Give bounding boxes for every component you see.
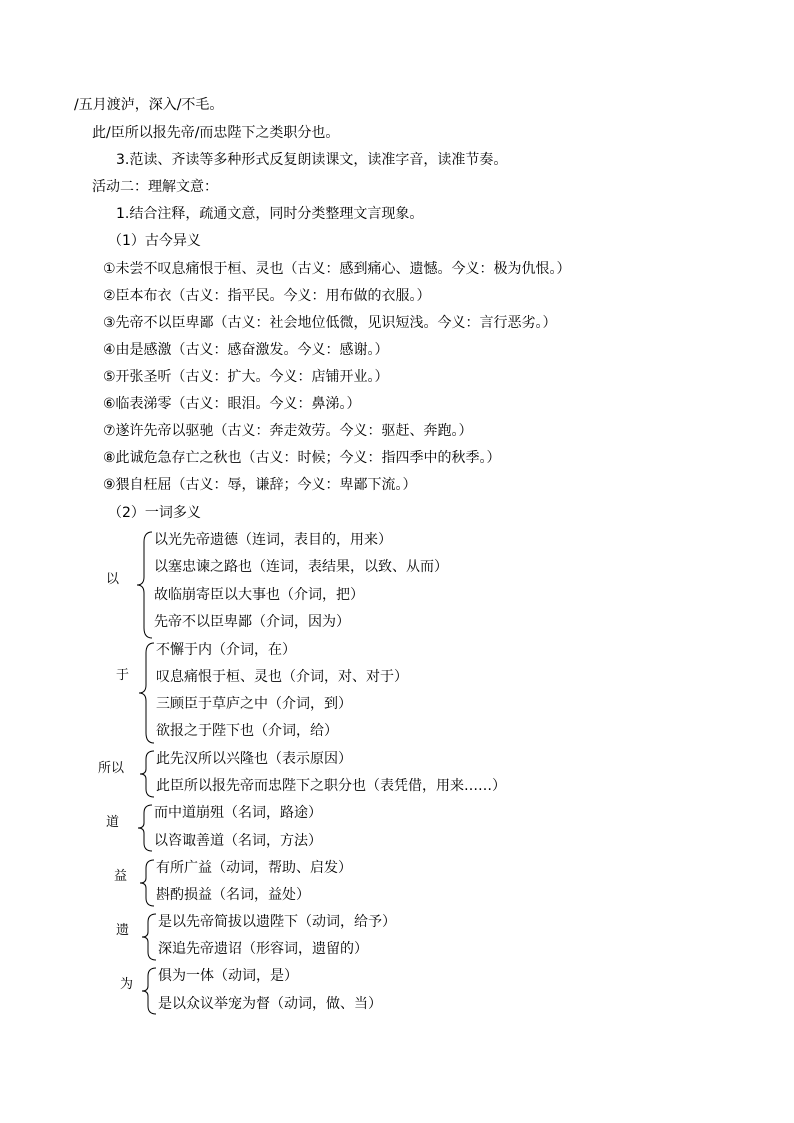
- gujin-item-7: ⑦遂许先帝以驱驰（古义：奔走效劳。今义：驱赶、奔跑。）: [103, 423, 473, 439]
- word-key-wei: 为: [120, 977, 134, 992]
- brace-yi: [134, 530, 156, 640]
- wei-item-1: 俱为一体（动词，是）: [158, 968, 298, 984]
- dao-item-2: 以咨诹善道（名词，方法）: [154, 833, 322, 849]
- suoyi-item-1: 此先汉所以兴隆也（表示原因）: [156, 751, 352, 767]
- dao-item-1: 而中道崩殂（名词，路途）: [154, 805, 322, 821]
- wei-item-2: 是以众议举宠为督（动词，做、当）: [158, 996, 382, 1012]
- brace-yu: [136, 641, 158, 745]
- brace-suoyi: [136, 749, 158, 799]
- text-line-1: /五月渡泸，深入/不毛。: [74, 97, 224, 113]
- brace-wei: [138, 966, 160, 1016]
- yi-benefit-item-1: 有所广益（动词，帮助、启发）: [156, 860, 352, 876]
- gujin-item-4: ④由是感激（古义：感奋激发。今义：感谢。）: [103, 342, 389, 358]
- word-key-yi: 以: [106, 572, 120, 587]
- word-key-dao: 道: [106, 815, 120, 830]
- yi-item-4: 先帝不以臣卑鄙（介词，因为）: [154, 614, 350, 630]
- suoyi-item-2: 此臣所以报先帝而忠陛下之职分也（表凭借，用来……）: [156, 778, 506, 794]
- brace-yi-leave: [138, 912, 160, 962]
- gujin-item-5: ⑤开张圣听（古义：扩大。今义：店铺开业。）: [103, 369, 389, 385]
- yici-heading: （2）一词多义: [108, 505, 201, 521]
- gujin-item-2: ②臣本布衣（古义：指平民。今义：用布做的衣服。）: [103, 288, 431, 304]
- yu-item-2: 叹息痛恨于桓、灵也（介词，对、对于）: [156, 669, 408, 685]
- word-key-yi-leave: 遗: [116, 923, 130, 938]
- gujin-item-9: ⑨猥自枉屈（古义：辱，谦辞；今义：卑鄙下流。）: [103, 477, 417, 493]
- yi-item-3: 故临崩寄臣以大事也（介词，把）: [154, 587, 364, 603]
- brace-dao: [134, 803, 156, 853]
- activity-2-heading: 活动二：理解文意：: [92, 179, 218, 195]
- gujin-item-8: ⑧此诚危急存亡之秋也（古义：时候；今义：指四季中的秋季。）: [103, 450, 501, 466]
- word-key-yu: 于: [116, 668, 130, 683]
- yi-leave-item-2: 深追先帝遗诏（形容词，遗留的）: [158, 941, 368, 957]
- word-key-yi-benefit: 益: [114, 869, 128, 884]
- text-line-2: 此/臣所以报先帝/而忠陛下之类职分也。: [92, 125, 340, 141]
- gujin-item-3: ③先帝不以臣卑鄙（古义：社会地位低微，见识短浅。今义：言行恶劣。）: [103, 315, 557, 331]
- brace-yi-benefit: [136, 858, 158, 908]
- gujin-item-6: ⑥临表涕零（古义：眼泪。今义：鼻涕。）: [103, 396, 361, 412]
- yu-item-4: 欲报之于陛下也（介词，给）: [156, 723, 338, 739]
- gujin-heading: （1）古今异义: [108, 233, 201, 249]
- word-key-suoyi: 所以: [98, 761, 125, 776]
- yi-benefit-item-2: 斟酌损益（名词，益处）: [156, 887, 310, 903]
- yu-item-3: 三顾臣于草庐之中（介词，到）: [156, 696, 352, 712]
- gujin-item-1: ①未尝不叹息痛恨于桓、灵也（古义：感到痛心、遗憾。今义：极为仇恨。）: [103, 261, 571, 277]
- yu-item-1: 不懈于内（介词，在）: [156, 642, 296, 658]
- yi-leave-item-1: 是以先帝简拔以遗陛下（动词，给予）: [158, 914, 396, 930]
- yi-item-1: 以光先帝遗德（连词，表目的，用来）: [154, 532, 392, 548]
- step-3-instruction: 3.范读、齐读等多种形式反复朗读课文，读准字音，读准节奏。: [116, 152, 508, 168]
- step-1-instruction: 1.结合注释，疏通文意，同时分类整理文言现象。: [116, 206, 424, 222]
- yi-item-2: 以塞忠谏之路也（连词，表结果，以致、从而）: [154, 559, 448, 575]
